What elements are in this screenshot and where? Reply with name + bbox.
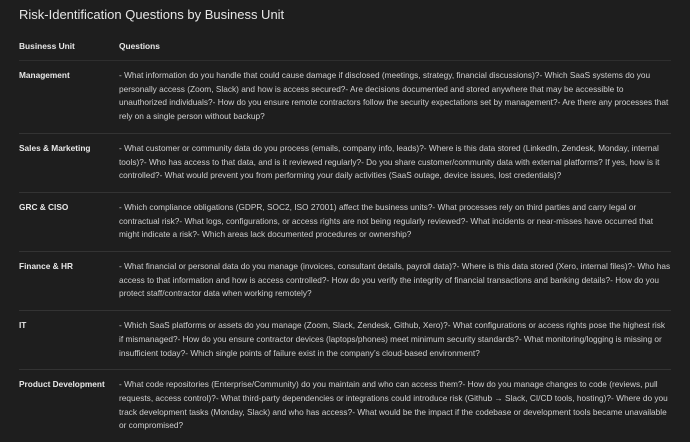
questions-cell: - What financial or personal data do you manage (invoices, consultant details, payroll data)?- Where is this data stored (Xero, internal files)?- Who has access to that information and how is access controlled?- How do you verify the integrity of financial transactions and banking details?- How do you protect staff/contractor data when working remotely? bbox=[119, 261, 671, 299]
questions-cell: - Which SaaS platforms or assets do you manage (Zoom, Slack, Zendesk, Github, Xero)?- What configurations or access rights pose the highest risk if mismanaged?- How do you ensure contractor devices (laptops/phones) meet minimum security standards?- What monitoring/logging is missing or insufficient today?- Which single points of failure exist in the company’s cloud-based environment? bbox=[119, 320, 665, 358]
table-row bbox=[19, 193, 671, 252]
table-header bbox=[19, 41, 671, 61]
business-unit-cell: IT bbox=[19, 320, 27, 331]
questions-cell: - Which compliance obligations (GDPR, SOC2, ISO 27001) affect the business units?- What processes rely on third parties and carry legal or contractual risk?- What logs, configurations, or access rights are not being regularly reviewed?- What incidents or near-misses have occurred that might indicate a risk?- Which areas lack documented procedures or ownership? bbox=[119, 201, 654, 240]
header-business-unit: Business Unit bbox=[19, 41, 75, 51]
table-row bbox=[19, 252, 671, 311]
questions-cell: - What code repositories (Enterprise/Community) do you maintain and who can access them?- How do you manage changes to code (reviews, pull requests, access control)?- What third-party dependencies or integrations could introduce risk (Github → Slack, CI/CD tools, hosting)?- Where do you track development tasks (Monday, Slack) and who has access?- What would be the impact if the codebase or development tools became unavailable or compromised? bbox=[119, 379, 668, 431]
business-unit-cell: Product Development bbox=[19, 379, 105, 390]
business-unit-cell: Sales & Marketing bbox=[19, 142, 91, 153]
table-row bbox=[19, 370, 671, 442]
table-row bbox=[19, 134, 671, 193]
questions-cell: - What information do you handle that could cause damage if disclosed (meetings, strategy, financial discussions)?- Which SaaS systems do you personally access (Zoom, Slack) and how is access secured?- Are decisions documented and stored anywhere that may be accessible to unauthorized individuals?- How do you ensure remote contractors follow the security expectations set by management?- Are there any processes that rely on a single person without backup? bbox=[119, 70, 669, 122]
questions-cell: - What customer or community data do you process (emails, company info, leads)?- Where is this data stored (LinkedIn, Zendesk, Monday, internal tools)?- Who has access to that data, and is it reviewed regularly?- Do you share customer/community data with external platforms? If yes, how is it controlled?- What would prevent you from performing your daily activities (SaaS outage, device issues, lost credentials)? bbox=[119, 142, 660, 181]
table-row bbox=[19, 311, 671, 370]
questions-table bbox=[19, 41, 671, 442]
table-row bbox=[19, 61, 671, 134]
header-questions: Questions bbox=[119, 41, 160, 51]
business-unit-cell: Management bbox=[19, 70, 70, 80]
business-unit-cell: GRC & CISO bbox=[19, 201, 69, 212]
page-title: Risk-Identification Questions by Business Unit bbox=[19, 7, 285, 22]
business-unit-cell: Finance & HR bbox=[19, 261, 73, 272]
